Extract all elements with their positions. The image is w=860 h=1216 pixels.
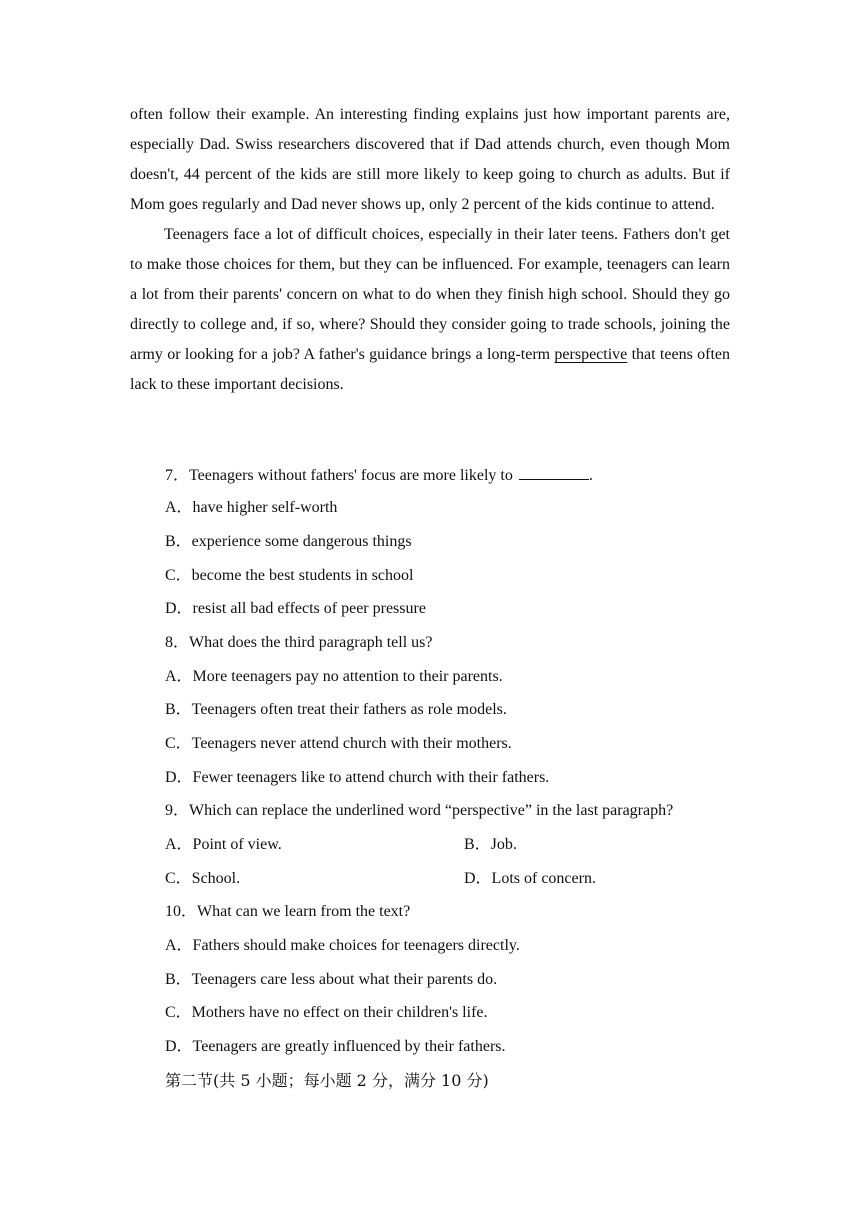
question-10-stem: 10．What can we learn from the text? — [165, 903, 411, 920]
question-10-option-b: B．Teenagers care less about what their parents do. — [165, 971, 498, 988]
question-8-stem: 8．What does the third paragraph tell us? — [165, 634, 433, 651]
question-9-option-d: D．Lots of concern. — [464, 870, 596, 887]
paragraph-2 — [130, 220, 730, 400]
passage — [130, 100, 730, 400]
question-8-option-b: B．Teenagers often treat their fathers as role models. — [165, 701, 507, 718]
question-7-option-a: A．have higher self-worth — [165, 499, 338, 516]
question-7-stem: 7．Teenagers without fathers' focus are more likely to . — [165, 467, 593, 484]
paragraph-2-text-after: that teens often lack to these important decisions. — [130, 346, 730, 393]
question-10-option-d: D．Teenagers are greatly influenced by their fathers. — [165, 1038, 506, 1055]
section-heading: 第二节(共 5 小题；每小题 2 分，满分 10 分) — [165, 1071, 489, 1090]
paragraph-1: often follow their example. An interesting finding explains just how important parents are, especially Dad. Swiss researchers discovered that if Dad attends church, even though Mom doesn't, 44 percent of the kids are still more likely to keep going to church as adults. But if Mom goes regularly and Dad never shows up, only 2 percent of the kids continue to attend. — [130, 106, 730, 213]
question-9-option-a: A．Point of view. — [165, 836, 282, 853]
underlined-word: perspective — [554, 346, 628, 363]
question-9-option-c: C．School. — [165, 870, 241, 887]
question-8-option-a: A．More teenagers pay no attention to their parents. — [165, 668, 503, 685]
question-7-option-d: D．resist all bad effects of peer pressure — [165, 600, 426, 617]
question-10-option-a: A．Fathers should make choices for teenagers directly. — [165, 937, 520, 954]
question-9-stem: 9．Which can replace the underlined word “perspective” in the last paragraph? — [165, 802, 674, 819]
paragraph-2-text-before: Teenagers face a lot of difficult choices, especially in their later teens. Fathers don't get to make those choices for them, but they can be influenced. For example, teenagers can learn a lot from their parents' concern on what to do when they finish high school. Should they go directly to college and, if so, where? Should they consider going to trade schools, joining the army or looking for a job? A father's guidance brings a long-term — [130, 226, 730, 363]
question-10-option-c: C．Mothers have no effect on their children's life. — [165, 1004, 488, 1021]
question-8-option-d: D．Fewer teenagers like to attend church with their fathers. — [165, 769, 550, 786]
question-7-option-c: C．become the best students in school — [165, 567, 414, 584]
question-9-option-b: B．Job. — [464, 836, 517, 853]
question-7-option-b: B．experience some dangerous things — [165, 533, 412, 550]
question-8-option-c: C．Teenagers never attend church with their mothers. — [165, 735, 512, 752]
answer-blank — [519, 465, 589, 480]
